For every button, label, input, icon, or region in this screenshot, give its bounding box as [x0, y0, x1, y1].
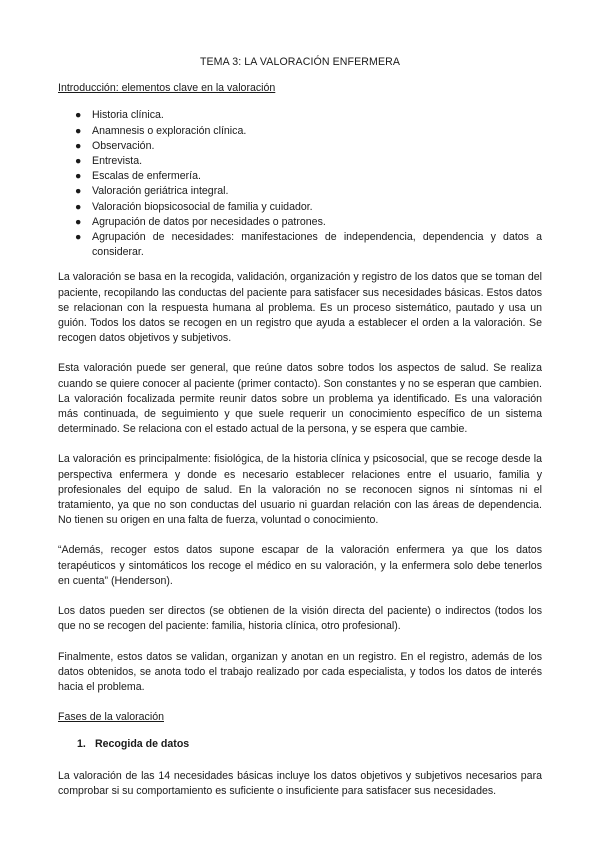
list-item — [58, 154, 542, 169]
intro-heading: Introducción: elementos clave en la valoración — [58, 82, 276, 95]
bullet-icon: ● — [75, 170, 82, 183]
bullet-icon: ● — [75, 200, 82, 213]
list-item-text: Valoración geriátrica integral. — [92, 185, 229, 198]
list-item-text: Escalas de enfermería. — [92, 170, 201, 183]
paragraph-registro: Finalmente, estos datos se validan, organizan y anotan en un registro. En el registro, además de los datos obtenidos, se anota todo el trabajo realizado por cada especialista, y todos los datos de interés hacia el problema. — [58, 650, 542, 693]
list-item-text: Valoración biopsicosocial de familia y cuidador. — [92, 200, 313, 213]
phase-1-number: 1. — [77, 738, 86, 751]
phase-1-title: Recogida de datos — [95, 738, 190, 751]
list-item-text: Agrupación de datos por necesidades o patrones. — [92, 215, 326, 228]
list-item — [58, 124, 542, 139]
document-title: TEMA 3: LA VALORACIÓN ENFERMERA — [199, 56, 401, 68]
list-item-text: Anamnesis o exploración clínica. — [92, 124, 247, 137]
bullet-icon: ● — [75, 124, 82, 137]
list-item — [58, 108, 542, 123]
bullet-icon: ● — [75, 231, 82, 244]
list-item — [58, 230, 542, 260]
list-item-text: Agrupación de necesidades: manifestaciones de independencia, dependencia y datos a considerar. — [92, 231, 542, 259]
list-item-text: Observación. — [92, 139, 155, 152]
list-item — [58, 169, 542, 184]
paragraph-recogida-datos: La valoración de las 14 necesidades básicas incluye los datos objetivos y subjetivos necesarios para comprobar si su comportamiento es suficiente o insuficiente para satisfacer sus necesidades. — [58, 769, 542, 797]
paragraph-datos-directos-indirectos: Los datos pueden ser directos (se obtienen de la visión directa del paciente) o indirectos (todos los que no se recogen del paciente: familia, historia clínica, otro profesional). — [58, 605, 542, 633]
bullet-icon: ● — [75, 139, 82, 152]
phases-heading: Fases de la valoración — [58, 711, 164, 724]
paragraph-valoracion-definicion: La valoración se basa en la recogida, validación, organización y registro de los datos que se toman del paciente, recopilando las conductas del paciente para satisfacer sus necesidades básicas. Estos datos se relacionan con la respuesta humana al problema. Es un proceso sistemático, pautado y usa un guión. Todos los datos se recogen en un registro que ayuda a establecer el orden a la valoración. Se recogen datos objetivos y subjetivos. — [58, 271, 542, 345]
bullet-icon: ● — [75, 155, 82, 168]
key-elements-list — [58, 108, 542, 260]
list-item — [58, 184, 542, 199]
list-item-text: Historia clínica. — [92, 109, 164, 122]
paragraph-henderson-quote: “Además, recoger estos datos supone escapar de la valoración enfermera ya que los datos terapéuticos y sintomáticos los recoge el médico en su valoración, y la enfermera solo debe tenerlos en cuenta” (Henderson). — [58, 544, 542, 587]
list-item — [58, 215, 542, 230]
paragraph-valoracion-fisiologica: La valoración es principalmente: fisiológica, de la historia clínica y psicosocial, que se recoge desde la perspectiva enfermera y donde es necesario establecer relaciones entre el usuario, familia y profesionales del equipo de salud. En la valoración no se reconocen signos ni síntomas ni el tratamiento, ya que no son conductas del usuario ni guardan relación con las áreas de dependencia. No tienen su origen en una falta de fuerza, voluntad o conocimiento. — [58, 453, 542, 527]
paragraph-valoracion-general-focalizada: Esta valoración puede ser general, que reúne datos sobre todos los aspectos de salud. Se realiza cuando se quiere conocer al paciente (primer contacto). Son constantes y no se esperan que cambien. La valoración focalizada permite reunir datos sobre un problema ya identificado. Es una valoración más continuada, de seguimiento y que suele requerir un conocimiento específico de un sistema determinado. Se relaciona con el estado actual de la persona, y se espera que cambie. — [58, 362, 542, 436]
phase-1-heading — [58, 737, 542, 752]
list-item-text: Entrevista. — [92, 155, 143, 168]
list-item — [58, 139, 542, 154]
bullet-icon: ● — [75, 185, 82, 198]
list-item — [58, 200, 542, 215]
bullet-icon: ● — [75, 109, 82, 122]
bullet-icon: ● — [75, 215, 82, 228]
